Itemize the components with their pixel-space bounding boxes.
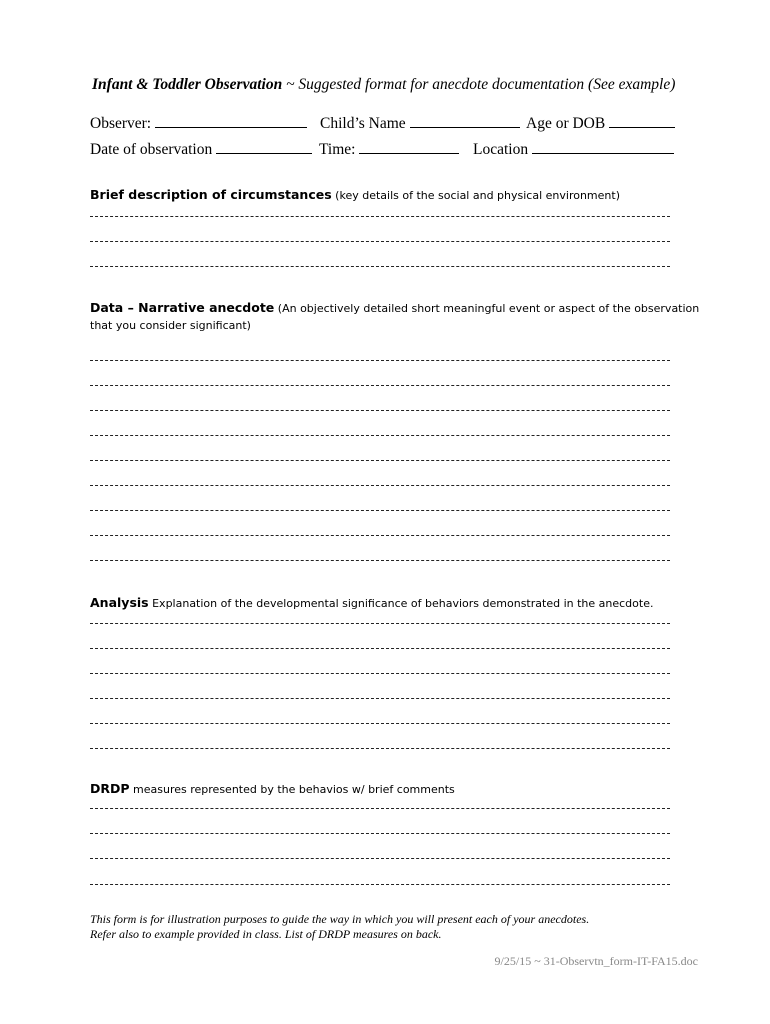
data-line[interactable] (90, 410, 670, 411)
location-label: Location (473, 141, 529, 158)
analysis-line[interactable] (90, 698, 670, 699)
brief-subtext: (key details of the social and physical environment) (331, 189, 620, 202)
form-title-rest: ~ Suggested format for anecdote documentation (See example) (282, 76, 676, 93)
analysis-line[interactable] (90, 748, 670, 749)
form-title (92, 76, 675, 94)
data-line[interactable] (90, 485, 670, 486)
brief-heading: Brief description of circumstances (90, 187, 332, 202)
data-subtext-1: (An objectively detailed short meaningful event or aspect of the observation (274, 302, 700, 315)
time-label: Time: (319, 141, 356, 158)
date-label: Date of observation (90, 141, 213, 158)
data-line[interactable] (90, 535, 670, 536)
observer-blank[interactable] (155, 113, 307, 128)
drdp-heading: DRDP (90, 781, 130, 796)
data-line[interactable] (90, 435, 670, 436)
data-line[interactable] (90, 560, 670, 561)
footnote (90, 912, 589, 942)
brief-line[interactable] (90, 216, 670, 217)
analysis-subtext: Explanation of the developmental significance of behaviors demonstrated in the anecdote. (148, 597, 654, 610)
data-section-header-cont (90, 318, 251, 332)
child-name-field[interactable] (320, 113, 520, 133)
drdp-line[interactable] (90, 833, 670, 834)
analysis-line[interactable] (90, 623, 670, 624)
child-name-label: Child’s Name (320, 115, 406, 132)
analysis-heading: Analysis (90, 595, 149, 610)
data-heading: Data – Narrative anecdote (90, 300, 275, 315)
data-line[interactable] (90, 460, 670, 461)
footnote-line-2: Refer also to example provided in class. List of DRDP measures on back. (90, 927, 442, 941)
analysis-line[interactable] (90, 673, 670, 674)
drdp-line[interactable] (90, 858, 670, 859)
age-dob-field[interactable] (526, 113, 675, 133)
data-line[interactable] (90, 385, 670, 386)
brief-line[interactable] (90, 266, 670, 267)
observer-field[interactable] (90, 113, 307, 133)
age-dob-blank[interactable] (609, 113, 675, 128)
footnote-line-1: This form is for illustration purposes to guide the way in which you will present each of your anecdotes. (90, 912, 590, 926)
document-reference: 9/25/15 ~ 31-Observtn_form-IT-FA15.doc (494, 954, 698, 968)
brief-line[interactable] (90, 241, 670, 242)
child-name-blank[interactable] (410, 113, 520, 128)
time-blank[interactable] (359, 139, 459, 154)
date-field[interactable] (90, 139, 312, 159)
analysis-line[interactable] (90, 648, 670, 649)
analysis-line[interactable] (90, 723, 670, 724)
observer-label: Observer: (90, 115, 152, 132)
location-blank[interactable] (532, 139, 674, 154)
data-line[interactable] (90, 510, 670, 511)
drdp-line[interactable] (90, 808, 670, 809)
drdp-subtext: measures represented by the behavios w/ brief comments (129, 783, 455, 796)
drdp-line[interactable] (90, 884, 670, 885)
drdp-section-header (90, 781, 455, 796)
age-dob-label: Age or DOB (526, 115, 606, 132)
data-subtext-2: that you consider significant) (90, 319, 251, 332)
form-title-bold: Infant & Toddler Observation (92, 76, 283, 93)
time-field[interactable] (319, 139, 459, 159)
brief-section-header (90, 187, 620, 202)
data-section-header (90, 300, 699, 315)
analysis-section-header (90, 595, 653, 610)
data-line[interactable] (90, 360, 670, 361)
date-blank[interactable] (216, 139, 312, 154)
location-field[interactable] (473, 139, 674, 159)
